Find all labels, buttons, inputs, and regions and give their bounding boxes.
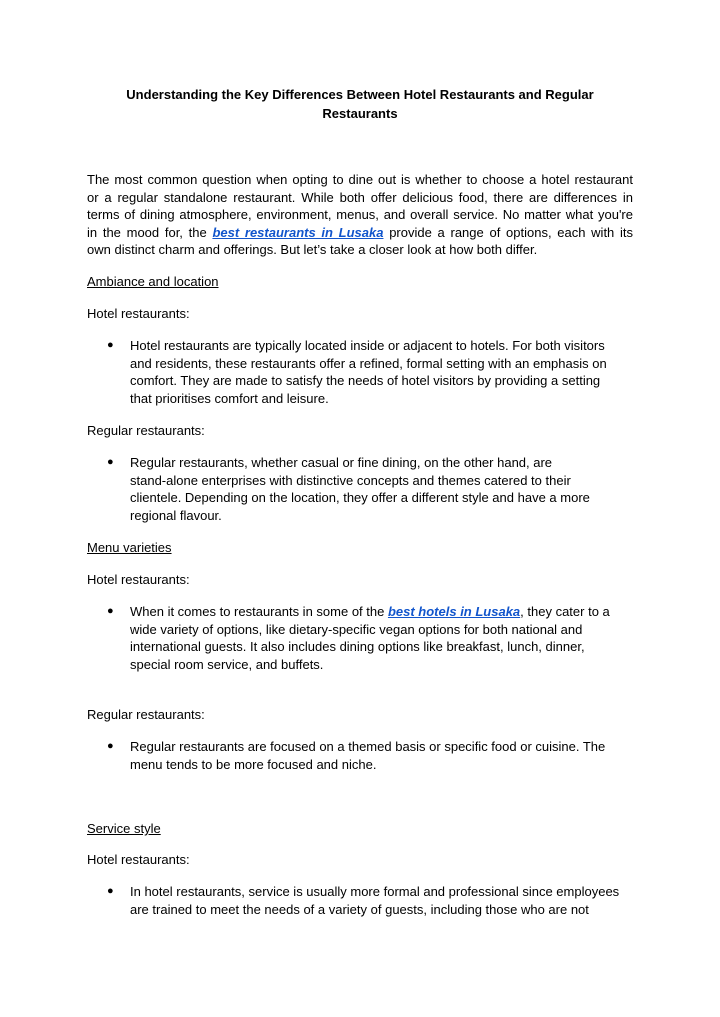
bullet-item [107,603,627,673]
bullet-line: and residents, these restaurants offer a refined, formal setting with an emphasis on [130,355,607,371]
title-line: Understanding the Key Differences Between Hotel Restaurants and Regular [126,87,594,102]
bullet-icon: ● [107,605,114,617]
bullet-item [107,454,627,524]
bullet-icon: ● [107,339,114,351]
intro-line: terms of dining atmosphere, environment, menus, and overall service. No matter what you're [87,207,633,223]
bullet-text: When it comes to restaurants in some of the [130,604,388,619]
bullet-icon: ● [107,456,114,468]
bullet-item [107,883,627,918]
bullet-line: international guests. It also includes dining options like breakfast, lunch, dinner, [130,639,585,655]
hotel-restaurants-label: Hotel restaurants: [87,852,190,867]
bullet-icon: ● [107,740,114,752]
intro-text: in the mood for, the [87,224,213,240]
bullet-line: clientele. Depending on the location, they offer a different style and have a more [130,490,590,506]
hotel-restaurants-label: Hotel restaurants: [87,572,190,587]
section-heading-ambiance: Ambiance and location [87,274,219,289]
bullet-line: stand-alone enterprises with distinctive concepts and themes catered to their [130,472,571,488]
regular-restaurants-label: Regular restaurants: [87,707,205,722]
intro-text: provide a range of options, each with its [383,224,634,240]
bullet-line [130,603,627,621]
bullet-line: are trained to meet the needs of a variety of guests, including those who are not [130,901,589,917]
best-restaurants-link[interactable]: best restaurants in Lusaka [212,224,384,240]
bullet-item [107,738,627,773]
intro-line: own distinct charm and offerings. But let’s take a closer look at how both differ. [87,242,538,258]
bullet-line: comfort. They are made to satisfy the needs of hotel visitors by providing a setting [130,373,601,389]
hotel-restaurants-label: Hotel restaurants: [87,306,190,321]
bullet-line: regional flavour. [130,507,222,523]
bullet-icon: ● [107,885,114,897]
bullet-line: Hotel restaurants are typically located inside or adjacent to hotels. For both visitors [130,338,605,353]
section-heading-menu: Menu varieties [87,540,172,555]
bullet-line: In hotel restaurants, service is usually more formal and professional since employees [130,884,620,899]
intro-line [87,224,633,242]
bullet-item [107,337,627,407]
bullet-line: menu tends to be more focused and niche. [130,756,377,772]
title-line: Restaurants [322,106,398,121]
best-hotels-link[interactable]: best hotels in Lusaka [387,604,521,619]
intro-line: or a regular standalone restaurant. While both offer delicious food, there are differences in [87,189,633,205]
bullet-line: that prioritises comfort and leisure. [130,390,329,406]
bullet-line: special room service, and buffets. [130,656,324,672]
document-title [87,85,633,123]
bullet-line: Regular restaurants are focused on a themed basis or specific food or cuisine. The [130,739,606,754]
bullet-text: , they cater to a [520,604,610,619]
bullet-line: Regular restaurants, whether casual or fine dining, on the other hand, are [130,455,553,470]
bullet-line: wide variety of options, like dietary-specific vegan options for both national and [130,621,583,637]
section-heading-service: Service style [87,821,161,836]
regular-restaurants-label: Regular restaurants: [87,423,205,438]
intro-line: The most common question when opting to dine out is whether to choose a hotel restaurant [87,172,633,187]
intro-paragraph [87,171,633,259]
